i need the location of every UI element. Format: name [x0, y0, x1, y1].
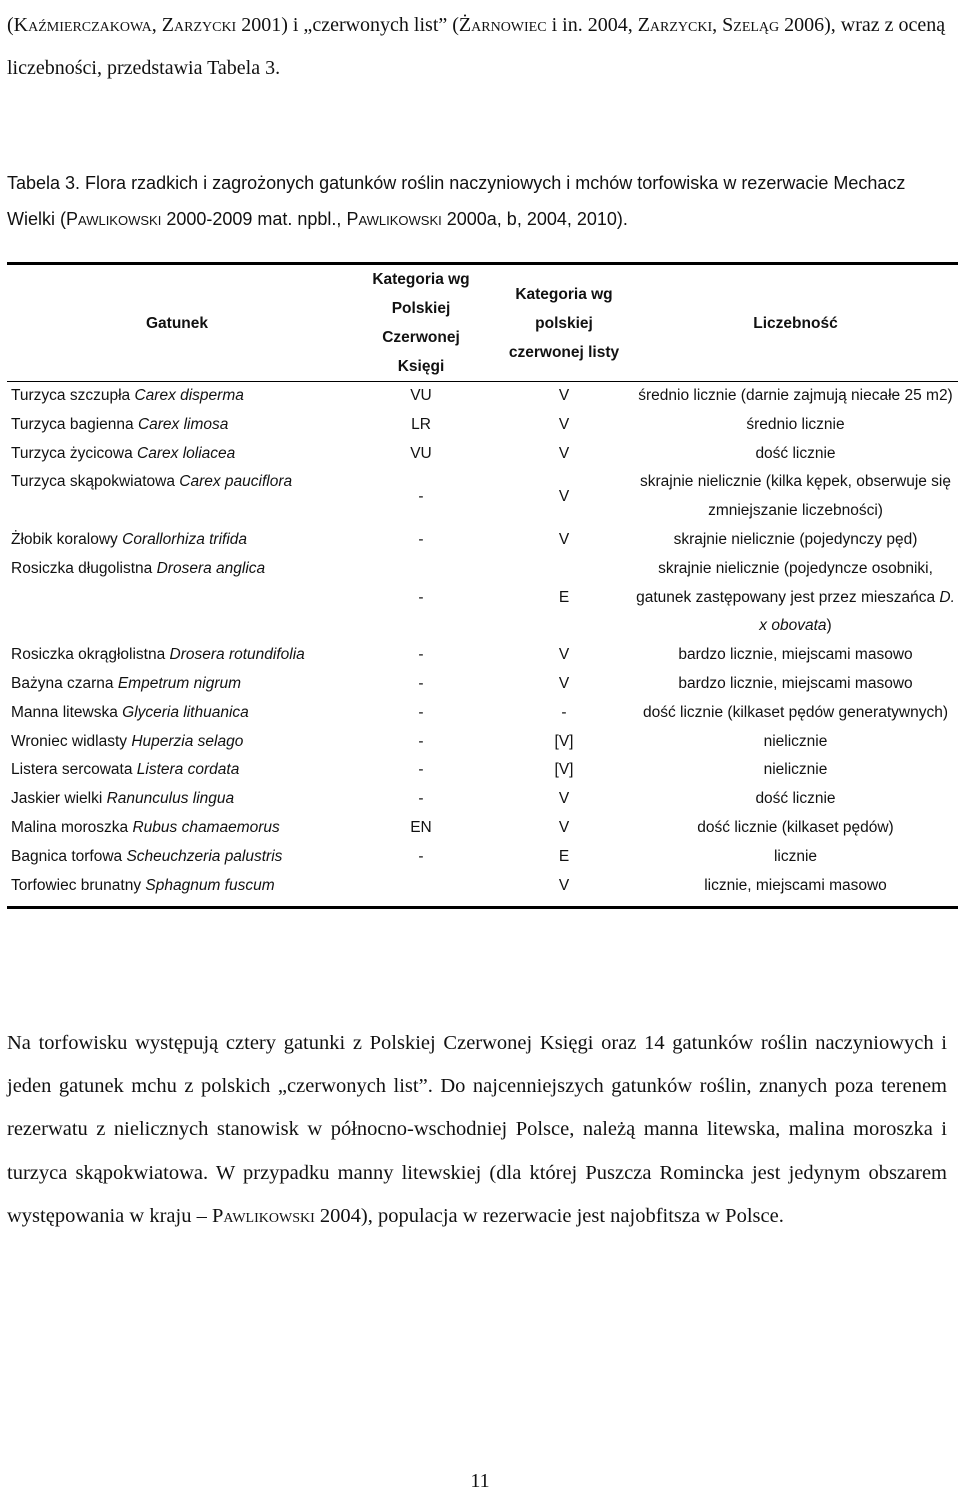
- red-list-category-cell: V: [558, 790, 570, 808]
- table-body: [7, 382, 958, 900]
- header-species: Gatunek: [145, 314, 208, 332]
- intro-paragraph: [7, 4, 952, 90]
- species-cell: [7, 843, 347, 872]
- table-row: [7, 468, 958, 526]
- red-list-category-cell: V: [558, 387, 570, 404]
- caption-text: Tabela 3. Flora rzadkich i zagrożonych gatunków roślin naczyniowych i mchów torfowiska w rezerwacie Mechacz Wielki (: [7, 173, 906, 229]
- intro-text: ,: [712, 14, 723, 36]
- table-bottom-rule: [7, 906, 958, 909]
- table-row: [7, 872, 958, 901]
- abundance-text: bardzo licznie, miejscami masowo: [678, 646, 913, 664]
- intro-text: 2001) i „czerwonych list” (: [236, 14, 459, 36]
- red-list-category-cell: [V]: [554, 732, 574, 750]
- author-name: Pawlikowski: [66, 209, 162, 229]
- pck-category-cell: VU: [410, 387, 432, 404]
- abundance-cell: [633, 526, 958, 555]
- body-text: 2004), populacja w rezerwacie jest najobfitsza w Polsce.: [314, 1204, 784, 1227]
- table-row: [7, 555, 958, 641]
- abundance-text: dość licznie: [755, 790, 836, 808]
- header-pck-category: [347, 265, 495, 381]
- species-cell: [7, 756, 347, 785]
- header-line: polskiej: [535, 314, 593, 332]
- table-header-row: [7, 265, 958, 381]
- abundance-cell: [633, 468, 958, 526]
- species-cell: [7, 728, 347, 757]
- abundance-cell: [633, 756, 958, 785]
- latin-name: Carex disperma: [134, 387, 244, 404]
- species-cell: [7, 382, 347, 411]
- abundance-text: średnio licznie: [746, 415, 845, 433]
- pck-category-cell: -: [418, 487, 424, 505]
- latin-name: Sphagnum fuscum: [145, 876, 275, 894]
- red-list-category-cell: V: [558, 487, 570, 505]
- table-row: [7, 382, 958, 411]
- latin-name: Drosera anglica: [156, 559, 266, 577]
- common-name: Turzyca bagienna: [11, 415, 138, 433]
- body-paragraph: [7, 1022, 947, 1238]
- latin-name: Huperzia selago: [131, 732, 244, 750]
- common-name: Manna litewska: [11, 703, 123, 721]
- table-row: [7, 728, 958, 757]
- species-cell: [7, 814, 347, 843]
- abundance-text: skrajnie nielicznie (pojedynczy pęd): [673, 530, 918, 548]
- header-red-list-category: [495, 265, 633, 381]
- latin-name: Corallorhiza trifida: [122, 530, 248, 548]
- header-line: czerwonej listy: [508, 343, 620, 361]
- header-abundance: Liczebność: [753, 314, 838, 332]
- pck-category-cell: -: [418, 703, 424, 721]
- caption-text: 2000-2009 mat. npbl.,: [161, 209, 347, 229]
- body-text: Na torfowisku występują cztery gatunki z Polskiej Czerwonej Księgi oraz 14 gatunków roślin naczyniowych i jeden gatunek mchu z polskich „czerwonych list”. Do najcenniejszych gatunków roślin, znanych poza terenem rezerwatu z nielicznych stanowisk w północno-wschodniej Polsce, należą manna litewska, malina moroszka i turzyca skąpokwiatowa. W przypadku manny litewskiej (dla której Puszcza Romincka jest jedynym obszarem występowania w kraju –: [7, 1032, 947, 1227]
- latin-name: Carex pauciflora: [179, 473, 293, 491]
- pck-category-cell: EN: [410, 818, 432, 836]
- common-name: Żłobik koralowy: [11, 530, 123, 548]
- page-number: 11: [470, 1470, 490, 1492]
- table-row: [7, 843, 958, 872]
- intro-text: ,: [151, 14, 162, 36]
- common-name: Wroniec widlasty: [11, 732, 132, 750]
- species-cell: [7, 526, 347, 555]
- red-list-category-cell: V: [558, 444, 570, 462]
- header-line: Księgi: [397, 358, 445, 375]
- common-name: Listera sercowata: [11, 761, 137, 779]
- pck-category-cell: -: [418, 530, 424, 548]
- table-row: [7, 641, 958, 670]
- common-name: Bagnica torfowa: [11, 847, 127, 865]
- abundance-cell: [633, 670, 958, 699]
- author-name: Szeląg: [722, 14, 780, 36]
- header-line: Polskiej: [391, 300, 451, 317]
- abundance-cell: [633, 411, 958, 440]
- red-list-category-cell: -: [561, 703, 567, 721]
- abundance-cell: [633, 872, 958, 901]
- common-name: Torfowiec brunatny: [11, 876, 146, 894]
- table-row: [7, 814, 958, 843]
- abundance-cell: [633, 843, 958, 872]
- abundance-text: dość licznie (kilkaset pędów): [697, 818, 894, 836]
- pck-category-cell: VU: [410, 444, 432, 462]
- red-list-category-cell: V: [558, 646, 570, 664]
- abundance-cell: [633, 814, 958, 843]
- abundance-text: skrajnie nielicznie (pojedyncze osobniki, gatunek zastępowany jest przez mieszańca: [636, 559, 940, 606]
- abundance-text: nielicznie: [763, 732, 828, 750]
- pck-category-cell: -: [418, 588, 424, 606]
- latin-name: Ranunculus lingua: [106, 790, 235, 808]
- common-name: Turzyca szczupła: [11, 387, 135, 404]
- abundance-text: średnio licznie (darnie zajmują niecałe 25 m2): [638, 387, 953, 404]
- species-cell: [7, 872, 347, 901]
- header-line: Kategoria wg: [515, 285, 613, 303]
- table-row: [7, 699, 958, 728]
- species-cell: [7, 641, 347, 670]
- latin-name: Empetrum nigrum: [117, 674, 242, 692]
- author-name: Żarnowiec: [458, 14, 547, 36]
- pck-category-cell: -: [418, 847, 424, 865]
- abundance-cell: [633, 382, 958, 411]
- abundance-text: ): [826, 617, 832, 635]
- abundance-italic-text: D. x obovata: [759, 588, 955, 635]
- species-cell: [7, 440, 347, 469]
- latin-name: Carex limosa: [137, 415, 229, 433]
- table-row: [7, 785, 958, 814]
- table-row: [7, 411, 958, 440]
- common-name: Malina moroszka: [11, 818, 133, 836]
- species-cell: [7, 468, 347, 526]
- common-name: Turzyca życicowa: [11, 444, 138, 462]
- abundance-cell: [633, 440, 958, 469]
- red-list-category-cell: E: [558, 588, 570, 606]
- abundance-text: licznie, miejscami masowo: [704, 876, 887, 894]
- table-row: [7, 440, 958, 469]
- red-list-category-cell: V: [558, 818, 570, 836]
- abundance-cell: [633, 555, 958, 641]
- abundance-text: dość licznie: [755, 444, 836, 462]
- pck-category-cell: -: [418, 674, 424, 692]
- pck-category-cell: LR: [411, 415, 431, 433]
- intro-text: i in. 2004,: [546, 14, 638, 36]
- intro-text: 2006), wraz z oceną liczebności, przedstawia Tabela 3.: [7, 14, 946, 79]
- red-list-category-cell: V: [558, 674, 570, 692]
- abundance-cell: [633, 641, 958, 670]
- red-list-category-cell: V: [558, 530, 570, 548]
- abundance-text: bardzo licznie, miejscami masowo: [678, 674, 913, 692]
- header-line: Czerwonej: [382, 329, 460, 346]
- red-list-category-cell: V: [558, 415, 570, 433]
- species-cell: [7, 555, 347, 641]
- caption-text: 2000a, b, 2004, 2010).: [441, 209, 628, 229]
- author-name: Zarzycki: [637, 14, 713, 36]
- species-cell: [7, 411, 347, 440]
- abundance-cell: [633, 785, 958, 814]
- pck-category-cell: [347, 872, 495, 901]
- author-name: Pawlikowski: [211, 1204, 315, 1227]
- species-cell: [7, 785, 347, 814]
- common-name: Bażyna czarna: [11, 674, 118, 692]
- latin-name: Carex loliacea: [137, 444, 236, 462]
- abundance-cell: [633, 728, 958, 757]
- species-cell: [7, 699, 347, 728]
- header-line: Kategoria wg: [372, 271, 470, 288]
- table-caption: [7, 165, 952, 237]
- red-list-category-cell: [V]: [554, 761, 574, 779]
- table-row: [7, 526, 958, 555]
- latin-name: Scheuchzeria palustris: [126, 847, 283, 865]
- species-cell: [7, 670, 347, 699]
- latin-name: Rubus chamaemorus: [132, 818, 280, 836]
- common-name: Rosiczka długolistna: [11, 559, 157, 577]
- pck-category-cell: -: [418, 790, 424, 808]
- abundance-text: dość licznie (kilkaset pędów generatywnych): [643, 703, 948, 721]
- abundance-text: licznie: [773, 847, 818, 865]
- latin-name: Listera cordata: [136, 761, 240, 779]
- abundance-cell: [633, 699, 958, 728]
- abundance-text: nielicznie: [763, 761, 828, 779]
- table-row: [7, 670, 958, 699]
- abundance-text: skrajnie nielicznie (kilka kępek, obserwuje się zmniejszanie liczebności): [640, 473, 951, 520]
- author-name: Pawlikowski: [346, 209, 442, 229]
- latin-name: Drosera rotundifolia: [169, 646, 305, 664]
- table-row: [7, 756, 958, 785]
- flora-table-container: [7, 262, 958, 909]
- author-name: Kaźmierczakowa: [13, 14, 152, 36]
- pck-category-cell: -: [418, 732, 424, 750]
- pck-category-cell: -: [418, 646, 424, 664]
- common-name: Turzyca skąpokwiatowa: [11, 473, 180, 491]
- red-list-category-cell: E: [558, 847, 570, 865]
- pck-category-cell: -: [418, 761, 424, 779]
- common-name: Rosiczka okrągłolistna: [11, 646, 170, 664]
- flora-table: [7, 265, 958, 900]
- intro-text: (: [7, 14, 14, 36]
- common-name: Jaskier wielki: [11, 790, 107, 808]
- red-list-category-cell: V: [558, 876, 570, 894]
- latin-name: Glyceria lithuanica: [122, 703, 249, 721]
- author-name: Zarzycki: [161, 14, 237, 36]
